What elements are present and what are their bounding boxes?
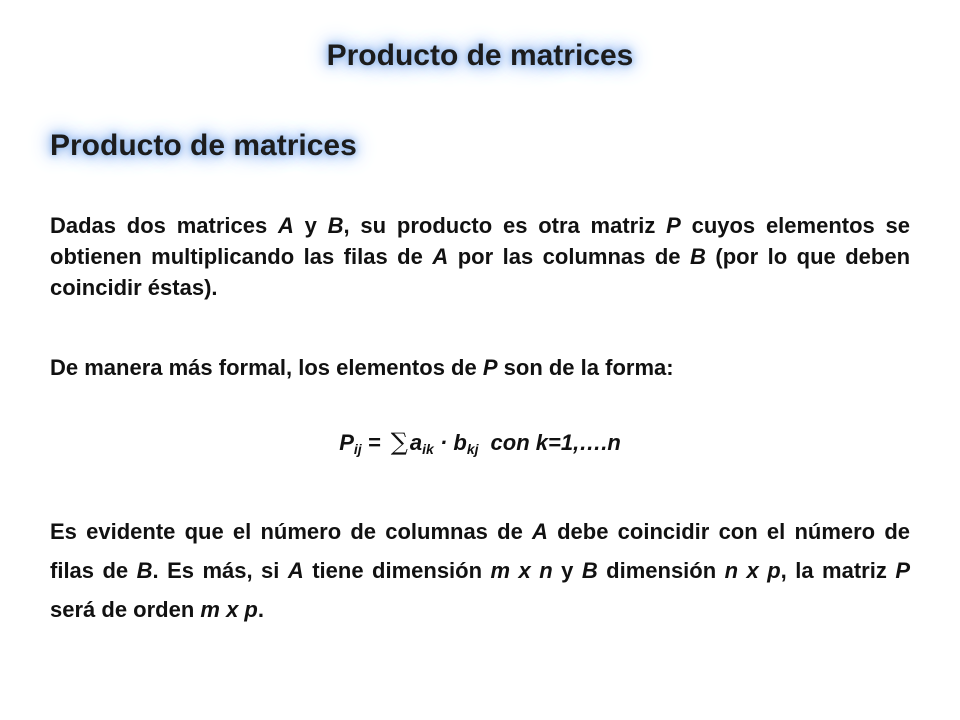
formula-equals: = bbox=[361, 430, 387, 455]
text-run: dimensión bbox=[597, 558, 725, 583]
product-formula bbox=[0, 427, 960, 458]
formula-lhs: P bbox=[339, 430, 354, 455]
section-heading: Producto de matrices bbox=[50, 129, 357, 162]
text-run: y bbox=[293, 213, 328, 238]
matrix-p: P bbox=[895, 558, 910, 583]
definition-paragraph bbox=[50, 210, 910, 303]
sigma-icon: ∑ bbox=[390, 428, 408, 456]
formula-b-subscript: kj bbox=[466, 441, 479, 457]
text-run: Es evidente que el número de columnas de bbox=[50, 519, 533, 544]
dimension-n-x-p: n x p bbox=[724, 558, 781, 583]
text-run: cuyos elementos se obtienen multiplicando las filas de bbox=[50, 213, 911, 269]
text-run: y bbox=[552, 558, 582, 583]
text-run: será de orden bbox=[50, 597, 201, 622]
matrix-b: B bbox=[690, 244, 706, 269]
formula-b: b bbox=[453, 430, 467, 455]
formula-a-subscript: ik bbox=[422, 441, 434, 457]
formula-range: con k=1,….n bbox=[490, 430, 621, 455]
text-run: . bbox=[257, 597, 264, 622]
matrix-b: B bbox=[581, 558, 598, 583]
dimension-m-x-p: m x p bbox=[200, 597, 258, 622]
text-run: son de la forma: bbox=[497, 355, 674, 380]
matrix-a: A bbox=[532, 519, 548, 544]
text-run: por las columnas de bbox=[448, 244, 690, 269]
matrix-a: A bbox=[287, 558, 304, 583]
text-run: tiene dimensión bbox=[303, 558, 491, 583]
matrix-b: B bbox=[327, 213, 344, 238]
matrix-a: A bbox=[432, 244, 449, 269]
formula-lhs-subscript: ij bbox=[353, 441, 362, 457]
text-run: , su producto es otra matriz bbox=[343, 213, 667, 238]
slide-title: Producto de matrices bbox=[326, 39, 634, 72]
dimension-m-x-n: m x n bbox=[490, 558, 553, 583]
text-run: debe coincidir con el número de filas de bbox=[50, 519, 910, 583]
text-run: . Es más, si bbox=[152, 558, 288, 583]
matrix-b: B bbox=[136, 558, 153, 583]
formula-dot: · bbox=[433, 430, 454, 455]
text-run: , la matriz bbox=[780, 558, 896, 583]
matrix-p: P bbox=[666, 213, 681, 238]
formula-a: a bbox=[409, 430, 423, 455]
text-run: (por lo que deben coincidir éstas). bbox=[50, 244, 911, 300]
text-run: Dadas dos matrices bbox=[50, 213, 278, 238]
matrix-a: A bbox=[277, 213, 294, 238]
dimension-paragraph bbox=[50, 512, 910, 629]
matrix-p: P bbox=[482, 355, 498, 380]
formal-intro-paragraph bbox=[50, 352, 910, 383]
text-run: De manera más formal, los elementos de bbox=[50, 355, 483, 380]
